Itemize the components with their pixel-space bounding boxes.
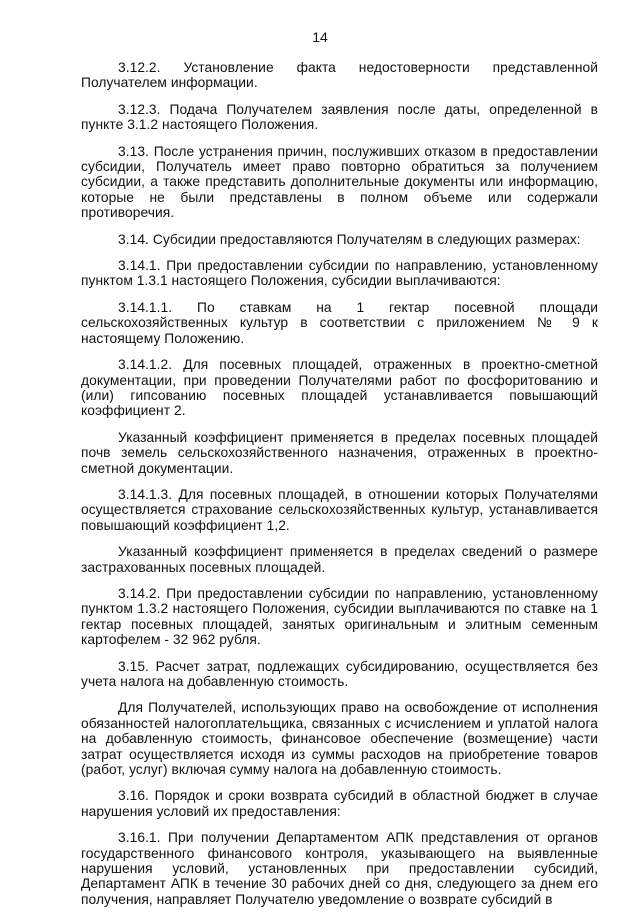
paragraph-3-14-1-2: 3.14.1.2. Для посевных площадей, отраженных в проектно-сметной документации, при проведении Получателями работ по фосфоритованию и (или) гипсованию посевных площадей устанавливается повышающий коэффициент 2. [81, 357, 598, 419]
paragraph-3-16: 3.16. Порядок и сроки возврата субсидий в областной бюджет в случае нарушения условий их предоставления: [81, 788, 598, 819]
paragraph-3-14-1-3: 3.14.1.3. Для посевных площадей, в отношении которых Получателями осуществляется страхование сельскохозяйственных культур, устанавливается повышающий коэффициент 1,2. [81, 486, 598, 533]
document-body [81, 60, 598, 918]
paragraph-3-12-3: 3.12.3. Подача Получателем заявления после даты, определенной в пункте 3.1.2 настоящего Положения. [81, 101, 598, 133]
paragraph-3-16-1: 3.16.1. При получении Департаментом АПК представления от органов государственного финансового контроля, указывающего на выявленные нарушения условий, установленных при предоставлении субсидий, Департамент АПК в течение 30 рабочих дней со дня, следующего за днем его получения, направляет Получателю уведомление о возврате субсидий в [81, 830, 598, 907]
paragraph-3-13: 3.13. После устранения причин, послуживших отказом в предоставлении субсидии, Получатель имеет право повторно обратиться за получением субсидии, а также представить дополнительные документы или информацию, которые не были представлены в полном объеме или содержали противоречия. [81, 143, 598, 221]
paragraph-3-14-1: 3.14.1. При предоставлении субсидии по направлению, установленному пунктом 1.3.1 настоящего Положения, субсидии выплачиваются: [81, 258, 598, 289]
paragraph-coefficient-note-2: Указанный коэффициент применяется в пределах сведений о размере застрахованных посевных площадей. [81, 544, 598, 575]
paragraph-coefficient-note-1: Указанный коэффициент применяется в пределах посевных площадей почв земель сельскохозяйственного назначения, отраженных в проектно-сметной документации. [81, 429, 598, 476]
paragraph-vat-exemption: Для Получателей, использующих право на освобождение от исполнения обязанностей налогоплательщика, связанных с исчислением и уплатой налога на добавленную стоимость, финансовое обеспечение (возмещение) части затрат осуществляется исходя из суммы расходов на приобретение товаров (работ, услуг) включая сумму налога на добавленную стоимость. [81, 700, 598, 778]
page-number: 14 [312, 29, 328, 45]
paragraph-3-12-2: 3.12.2. Установление факта недостоверности представленной Получателем информации. [81, 60, 598, 91]
paragraph-3-14: 3.14. Субсидии предоставляются Получателям в следующих размерах: [118, 231, 581, 247]
paragraph-3-14-1-1: 3.14.1.1. По ставкам на 1 гектар посевной площади сельскохозяйственных культур в соответствии с приложением № 9 к настоящему Положению. [81, 299, 598, 346]
paragraph-3-15: 3.15. Расчет затрат, подлежащих субсидированию, осуществляется без учета налога на добавленную стоимость. [81, 658, 598, 689]
paragraph-3-14-2: 3.14.2. При предоставлении субсидии по направлению, установленному пунктом 1.3.2 настоящего Положения, субсидии выплачиваются по ставке на 1 гектар посевных площадей, занятых оригинальным и элитным семенным картофелем - 32 962 рубля. [81, 585, 598, 648]
